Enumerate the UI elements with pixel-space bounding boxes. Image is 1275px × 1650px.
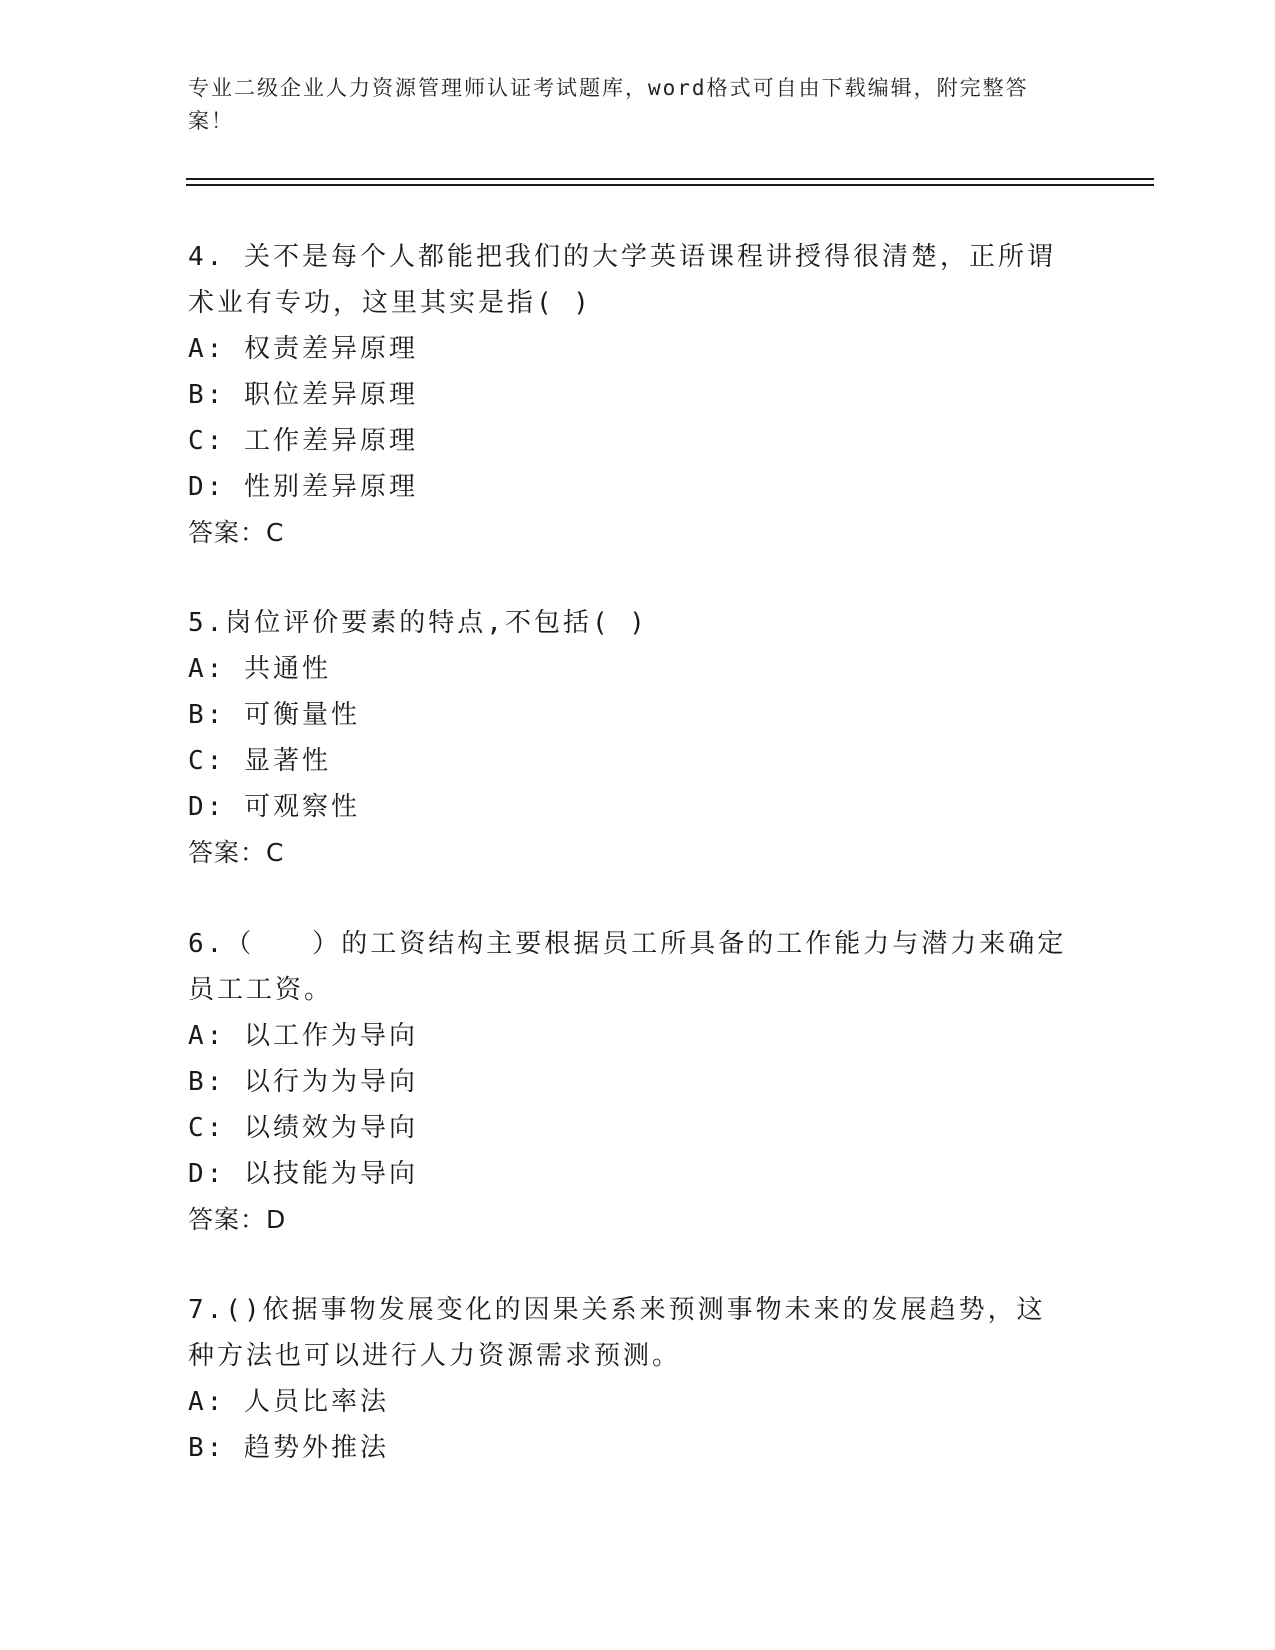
option-b: B: 可衡量性 (188, 700, 360, 730)
option-b: B: 趋势外推法 (188, 1433, 389, 1463)
header-divider-top (186, 178, 1154, 180)
option-c: C: 工作差异原理 (188, 426, 418, 456)
question-6 (188, 921, 1088, 1243)
header-divider-bottom (186, 184, 1154, 186)
question-stem: 5.岗位评价要素的特点,不包括( ) (188, 608, 648, 638)
option-a: A: 共通性 (188, 654, 331, 684)
option-d: D: 可观察性 (188, 792, 360, 822)
option-c: C: 以绩效为导向 (188, 1113, 418, 1143)
option-b: B: 职位差异原理 (188, 380, 418, 410)
option-d: D: 以技能为导向 (188, 1159, 418, 1189)
option-b: B: 以行为为导向 (188, 1067, 418, 1097)
option-a: A: 人员比率法 (188, 1387, 389, 1417)
option-d: D: 性别差异原理 (188, 472, 418, 502)
question-stem: 7.()依据事物发展变化的因果关系来预测事物未来的发展趋势，这种方法也可以进行人力资源需求预测。 (188, 1295, 1046, 1371)
answer: 答案：C (188, 838, 285, 867)
question-5 (188, 600, 1088, 876)
answer: 答案：C (188, 518, 285, 547)
answer: 答案：D (188, 1205, 287, 1234)
question-stem: 6.（ ）的工资结构主要根据员工所具备的工作能力与潜力来确定员工工资。 (188, 929, 1067, 1005)
option-a: A: 以工作为导向 (188, 1021, 418, 1051)
question-stem: 4. 关不是每个人都能把我们的大学英语课程讲授得很清楚，正所谓术业有专功，这里其实是指( ) (188, 242, 1056, 318)
option-a: A: 权责差异原理 (188, 334, 418, 364)
question-4 (188, 234, 1088, 556)
question-7 (188, 1287, 1088, 1471)
option-c: C: 显著性 (188, 746, 331, 776)
document-header: 专业二级企业人力资源管理师认证考试题库，word格式可自由下载编辑，附完整答案！ (188, 76, 1029, 133)
